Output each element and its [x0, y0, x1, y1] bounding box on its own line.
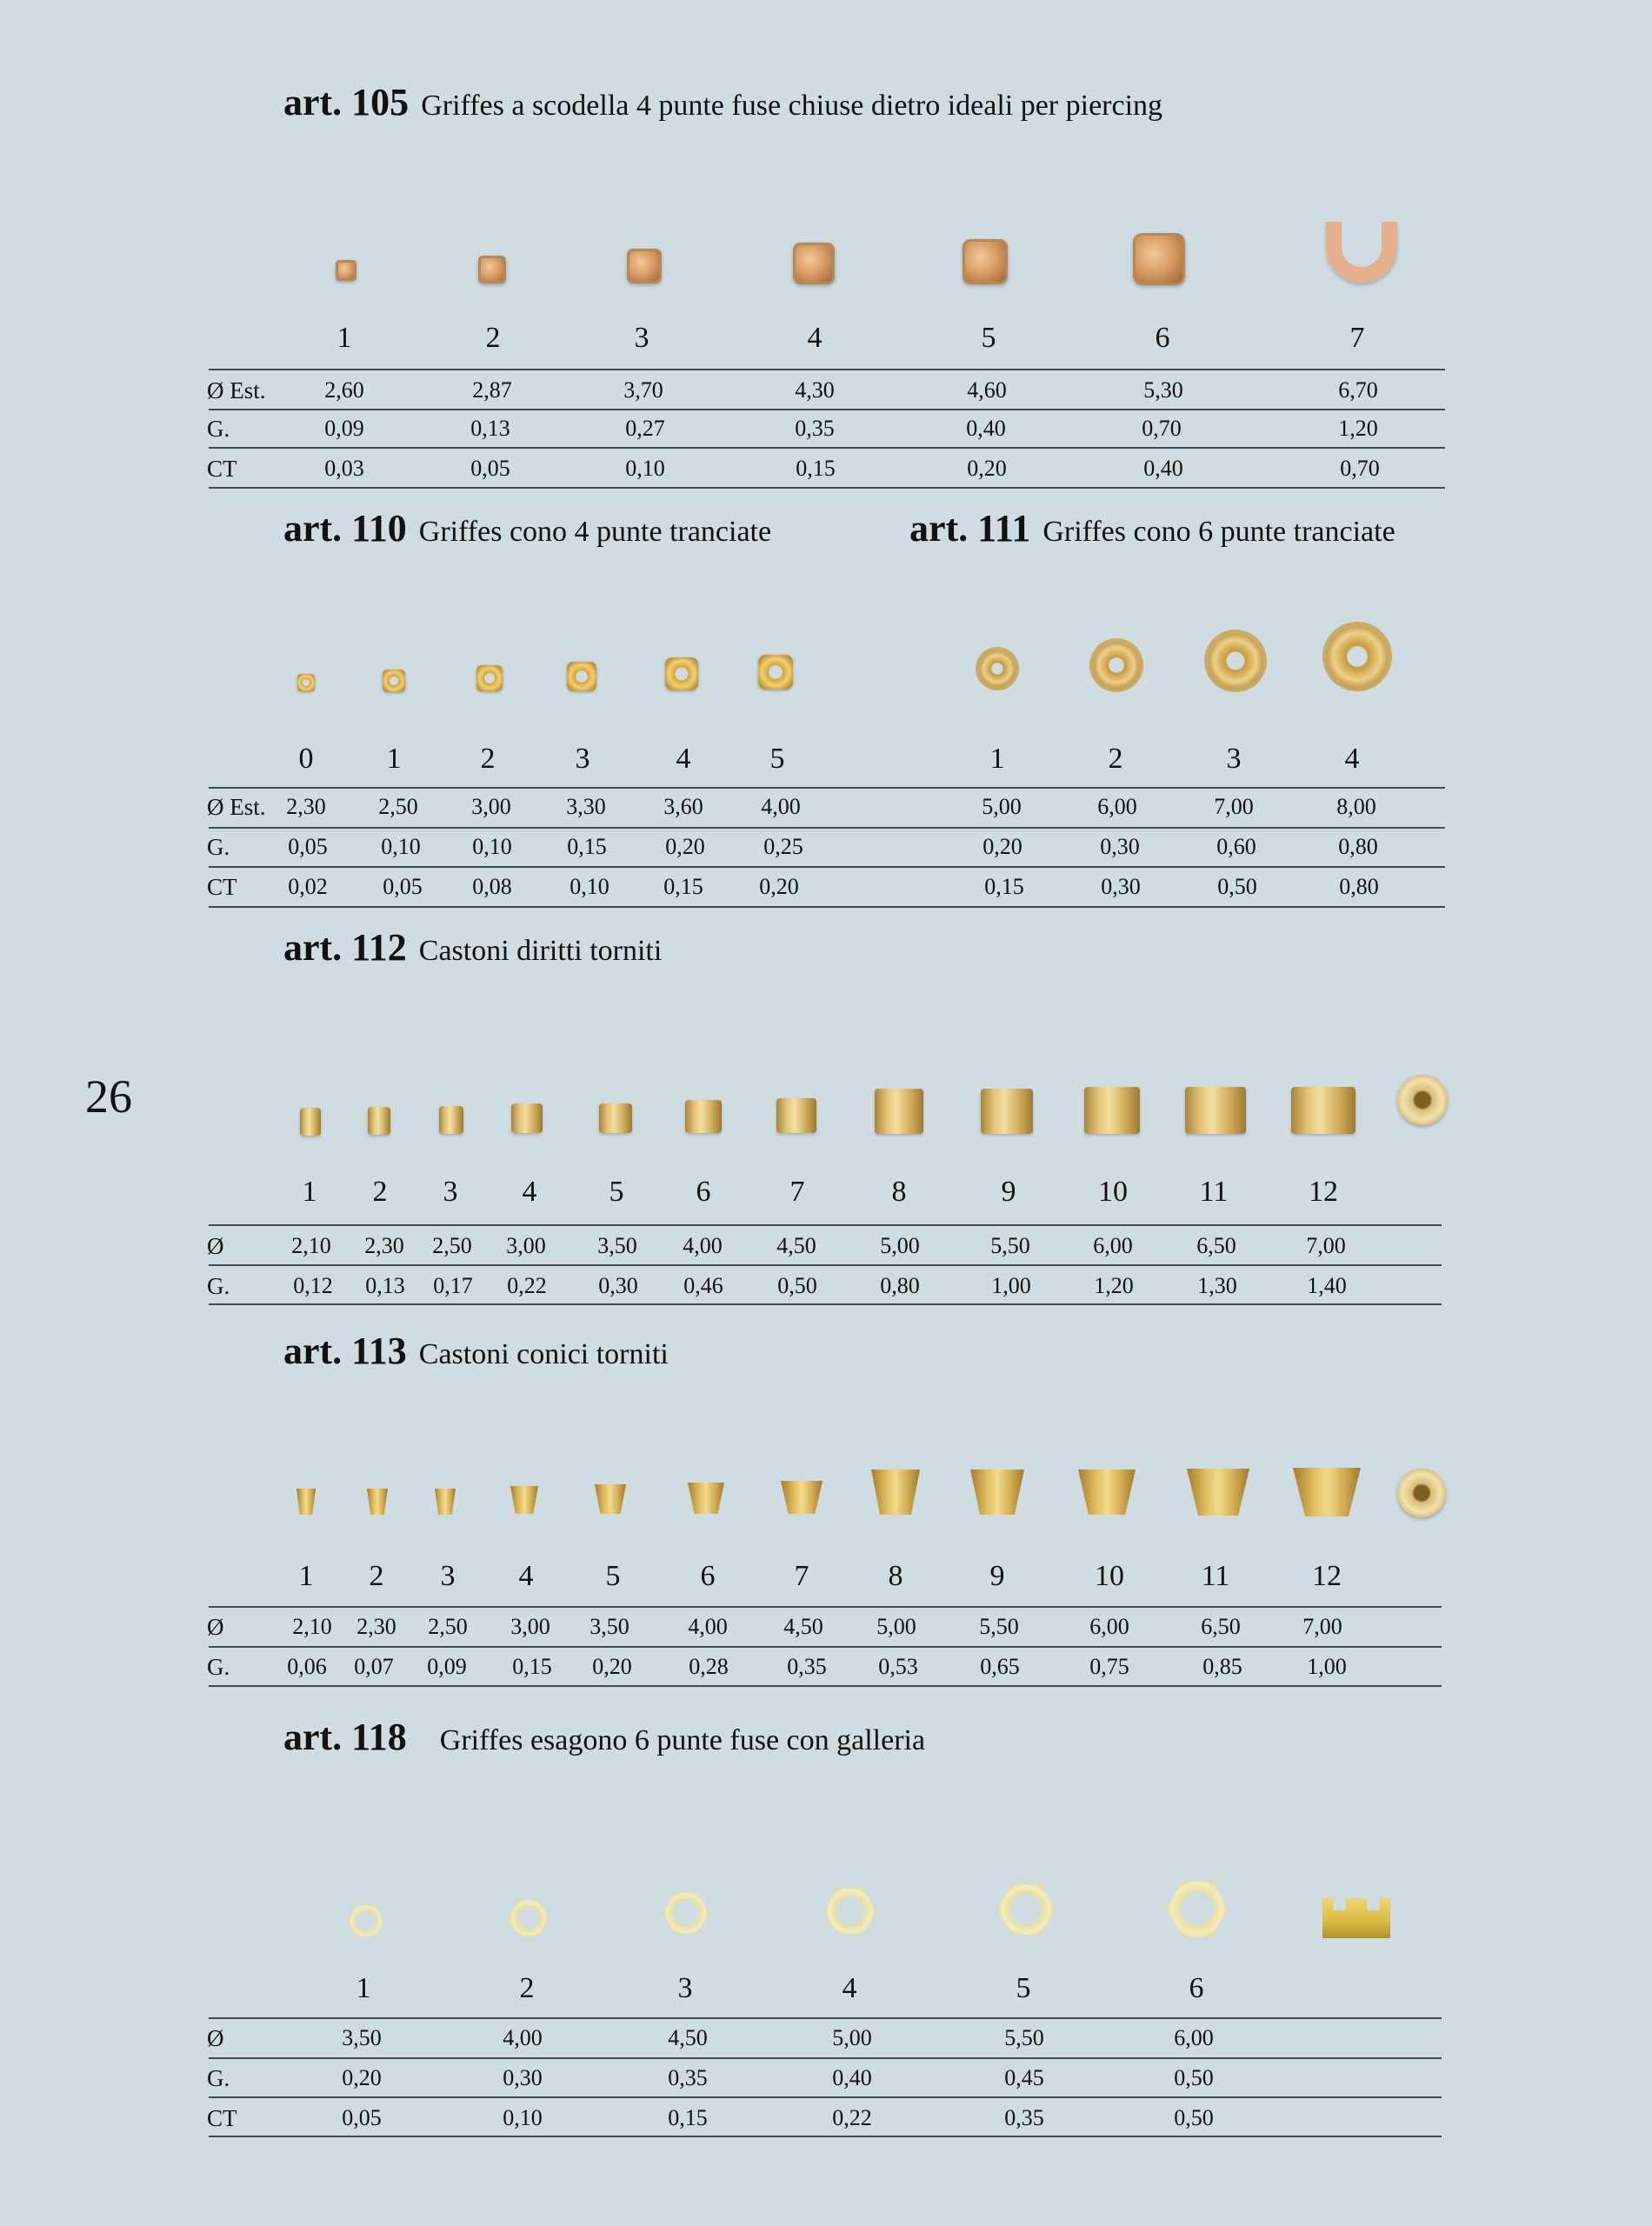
art113-size: 4: [518, 1560, 534, 1592]
art113-description: Castoni conici torniti: [418, 1338, 669, 1370]
art113-size: 8: [888, 1560, 903, 1592]
art113-heading: [283, 1329, 669, 1373]
art105-size: 5: [981, 322, 996, 354]
art112-image-3: [439, 1106, 463, 1134]
art113-size: 11: [1201, 1560, 1230, 1592]
divider: [209, 447, 1445, 449]
art105-size: 2: [485, 322, 501, 354]
art105-ct-value: 0,20: [967, 456, 1007, 481]
art110-image-0: [297, 674, 315, 691]
art112-diam-value: 6,00: [1093, 1233, 1133, 1258]
art105-size: 7: [1349, 322, 1365, 354]
art110-weight-value: 0,15: [567, 834, 607, 859]
art113-size: 9: [989, 1560, 1005, 1592]
divider: [209, 1606, 1442, 1608]
art112-image-8: [875, 1089, 923, 1134]
art113-size: 6: [700, 1560, 716, 1592]
art118-heading: [283, 1715, 925, 1759]
art111-size: 4: [1344, 743, 1360, 775]
art112-diam-value: 6,50: [1196, 1233, 1236, 1258]
art105-diam-value: 5,30: [1143, 377, 1183, 403]
art110-ct-value: 0,02: [288, 874, 328, 899]
art113-weight-value: 0,85: [1202, 1654, 1242, 1679]
divider: [209, 487, 1445, 489]
art110-ct-label: CT: [207, 874, 237, 900]
art113-weight-value: 0,20: [592, 1654, 632, 1679]
art113-diam-value: 7,00: [1302, 1614, 1342, 1639]
art112-weight-value: 0,80: [880, 1273, 920, 1298]
art110-size: 2: [480, 743, 496, 775]
art118-image-4: [824, 1887, 876, 1936]
art111-size: 3: [1226, 743, 1242, 775]
art118-image-5: [997, 1883, 1055, 1936]
art113-code: art. 113: [283, 1330, 407, 1372]
art105-ct-value: 0,15: [796, 456, 836, 481]
art105-size: 4: [807, 322, 823, 354]
page-number: 26: [85, 1070, 132, 1123]
art112-size: 2: [372, 1176, 388, 1208]
art112-size: 9: [1001, 1176, 1016, 1208]
art110-ct-value: 0,08: [472, 874, 512, 899]
art118-weight-value: 0,50: [1174, 2065, 1214, 2090]
art112-diam-value: 3,00: [506, 1233, 546, 1258]
art110-ct-value: 0,20: [759, 874, 799, 899]
art112-weight-value: 1,40: [1307, 1273, 1347, 1298]
art105-heading: [283, 80, 1162, 124]
art112-size: 7: [789, 1176, 805, 1208]
art110-diam-value: 3,60: [663, 794, 703, 819]
art105-ct-value: 0,40: [1143, 456, 1183, 481]
art113-diam-value: 2,50: [428, 1614, 468, 1639]
art105-image-7: [1326, 222, 1397, 283]
divider: [209, 1646, 1442, 1648]
art105-diam-value: 2,87: [472, 377, 512, 403]
art111-weight-value: 0,30: [1100, 834, 1140, 859]
art105-weight-label: G.: [207, 416, 230, 442]
art105-ct-value: 0,05: [470, 456, 510, 481]
art110-weight-label: G.: [207, 834, 230, 860]
art113-image-8: [871, 1470, 920, 1515]
art113-weight-value: 0,07: [354, 1654, 394, 1679]
art112-size: 4: [522, 1176, 537, 1208]
art112-size: 5: [609, 1176, 624, 1208]
art112-image-top-view: [1397, 1075, 1448, 1125]
art110-ct-value: 0,15: [663, 874, 703, 899]
art118-size: 5: [1016, 1972, 1031, 2004]
art105-ct-label: CT: [207, 456, 237, 482]
art105-size: 1: [336, 322, 352, 354]
art110-heading: [283, 506, 771, 550]
art105-image-6: [1133, 233, 1185, 285]
art111-size: 1: [989, 743, 1005, 775]
art118-diam-value: 5,00: [832, 2025, 872, 2050]
art111-diam-value: 6,00: [1097, 794, 1137, 819]
art118-weight-value: 0,45: [1004, 2065, 1044, 2090]
art113-weight-value: 1,00: [1307, 1654, 1347, 1679]
art105-size: 6: [1155, 322, 1170, 354]
art112-image-5: [599, 1103, 632, 1133]
art112-weight-value: 1,30: [1197, 1273, 1237, 1298]
art113-size: 2: [369, 1560, 384, 1592]
art118-ct-value: 0,05: [342, 2105, 382, 2130]
art113-diam-value: 2,10: [292, 1614, 332, 1639]
art118-weight-value: 0,40: [832, 2065, 872, 2090]
art113-size: 1: [298, 1560, 314, 1592]
art110-ct-value: 0,10: [570, 874, 610, 899]
art111-ct-value: 0,15: [984, 874, 1024, 899]
art113-image-2: [367, 1489, 388, 1515]
art105-image-3: [627, 249, 662, 283]
art112-image-7: [776, 1098, 816, 1133]
art111-code: art. 111: [909, 507, 1031, 550]
art112-diam-value: 5,50: [990, 1233, 1030, 1258]
art113-diam-value: 5,50: [979, 1614, 1019, 1639]
art112-weight-value: 0,17: [433, 1273, 473, 1298]
art105-diam-value: 4,60: [967, 377, 1007, 403]
art113-weight-value: 0,28: [689, 1654, 729, 1679]
art110-image-4: [665, 657, 698, 690]
art110-diam-value: 3,30: [566, 794, 606, 819]
art110-ct-value: 0,05: [383, 874, 423, 899]
art110-description: Griffes cono 4 punte tranciate: [418, 516, 772, 548]
art113-weight-value: 0,75: [1089, 1654, 1129, 1679]
art112-weight-value: 1,00: [991, 1273, 1031, 1298]
art111-image-3: [1209, 634, 1262, 688]
art113-image-7: [781, 1481, 823, 1514]
art110-diam-value: 4,00: [761, 794, 801, 819]
art110-size: 4: [676, 743, 691, 775]
art112-image-10: [1084, 1087, 1140, 1134]
art113-weight-value: 0,35: [787, 1654, 827, 1679]
art112-image-12: [1291, 1087, 1356, 1134]
art112-size: 11: [1199, 1176, 1229, 1208]
art113-weight-value: 0,65: [980, 1654, 1020, 1679]
art105-ct-value: 0,70: [1340, 456, 1380, 481]
art111-heading: [909, 506, 1396, 550]
art113-image-1: [296, 1489, 316, 1515]
art112-weight-value: 0,50: [777, 1273, 817, 1298]
art110-image-3: [567, 662, 596, 691]
art112-diam-value: 4,00: [683, 1233, 723, 1258]
art113-diam-value: 3,50: [590, 1614, 629, 1639]
art111-size: 2: [1108, 743, 1123, 775]
art105-ct-value: 0,03: [324, 456, 364, 481]
art112-description: Castoni diritti torniti: [418, 935, 663, 967]
art111-diam-value: 5,00: [982, 794, 1022, 819]
art118-ct-value: 0,50: [1174, 2105, 1214, 2130]
art118-ct-label: CT: [207, 2105, 237, 2131]
art112-size: 1: [302, 1176, 317, 1208]
art105-weight-value: 0,35: [795, 416, 835, 441]
art113-size: 10: [1095, 1560, 1124, 1592]
art112-diam-label: Ø: [207, 1233, 224, 1259]
art105-diam-value: 4,30: [795, 377, 835, 403]
art111-image-2: [1094, 643, 1139, 688]
art112-weight-value: 0,13: [365, 1273, 405, 1298]
art111-ct-value: 0,80: [1339, 874, 1379, 899]
art112-diam-value: 2,30: [364, 1233, 404, 1258]
art112-size: 8: [891, 1176, 907, 1208]
art110-weight-value: 0,10: [381, 834, 421, 859]
art105-weight-value: 0,70: [1142, 416, 1182, 441]
divider: [209, 1264, 1442, 1266]
art112-code: art. 112: [283, 926, 407, 969]
art118-size: 1: [356, 1972, 371, 2004]
art113-image-4: [510, 1486, 538, 1514]
art118-size: 6: [1189, 1972, 1204, 2004]
art118-weight-label: G.: [207, 2065, 230, 2091]
divider: [209, 2096, 1442, 2098]
divider: [209, 2136, 1442, 2137]
art113-image-top-view: [1397, 1469, 1446, 1517]
art112-size: 6: [696, 1176, 711, 1208]
art105-weight-value: 0,27: [625, 416, 665, 441]
art111-diam-value: 8,00: [1336, 794, 1376, 819]
divider: [209, 1224, 1442, 1226]
art110-image-2: [476, 665, 503, 691]
art112-size: 10: [1098, 1176, 1128, 1208]
art105-image-2: [478, 256, 506, 283]
art112-diam-value: 2,10: [291, 1233, 331, 1258]
art113-image-10: [1078, 1470, 1136, 1515]
art112-heading: [283, 925, 662, 970]
art118-diam-value: 4,50: [668, 2025, 708, 2050]
art118-weight-value: 0,35: [668, 2065, 708, 2090]
art105-size: 3: [634, 322, 649, 354]
art112-size: 3: [443, 1176, 458, 1208]
art111-description: Griffes cono 6 punte tranciate: [1042, 516, 1396, 548]
art118-ct-value: 0,35: [1004, 2105, 1044, 2130]
art118-image-3: [663, 1891, 709, 1935]
divider: [209, 369, 1445, 370]
art118-image-2: [509, 1899, 549, 1937]
art110-size: 0: [298, 743, 314, 775]
art105-image-4: [793, 243, 835, 284]
art112-weight-label: G.: [207, 1273, 230, 1299]
art118-image-side-view: [1322, 1898, 1390, 1938]
divider: [209, 409, 1445, 410]
divider: [209, 2017, 1442, 2019]
art105-weight-value: 0,13: [470, 416, 510, 441]
art111-weight-value: 0,80: [1338, 834, 1378, 859]
art112-weight-value: 0,46: [683, 1273, 723, 1298]
art110-weight-value: 0,25: [763, 834, 803, 859]
art105-image-1: [336, 260, 356, 281]
divider: [209, 1303, 1442, 1305]
art113-image-11: [1187, 1469, 1249, 1516]
art112-weight-value: 0,22: [507, 1273, 547, 1298]
art105-code: art. 105: [283, 81, 410, 123]
art118-description: Griffes esagono 6 punte fuse con galleria: [439, 1724, 926, 1756]
art113-image-5: [595, 1484, 626, 1514]
art113-image-12: [1293, 1468, 1361, 1516]
art111-ct-value: 0,50: [1217, 874, 1257, 899]
art112-diam-value: 5,00: [880, 1233, 920, 1258]
art110-size: 3: [575, 743, 590, 775]
art112-image-2: [368, 1107, 390, 1135]
art105-diam-value: 3,70: [623, 377, 663, 403]
art113-diam-value: 2,30: [356, 1614, 396, 1639]
art113-diam-value: 6,00: [1089, 1614, 1129, 1639]
art110-diam-value: 2,50: [378, 794, 418, 819]
art112-weight-value: 0,12: [293, 1273, 333, 1298]
art105-image-5: [963, 239, 1008, 284]
art118-weight-value: 0,30: [503, 2065, 543, 2090]
art110-diam-value: 2,30: [286, 794, 326, 819]
art113-weight-value: 0,53: [878, 1654, 918, 1679]
art111-weight-value: 0,60: [1216, 834, 1256, 859]
art118-ct-value: 0,10: [503, 2105, 543, 2130]
art113-size: 5: [605, 1560, 621, 1592]
art113-diam-value: 3,00: [510, 1614, 550, 1639]
art113-diam-value: 5,00: [876, 1614, 916, 1639]
art113-size: 3: [440, 1560, 456, 1592]
art112-size: 12: [1309, 1176, 1338, 1208]
art110-size: 1: [386, 743, 402, 775]
art111-diam-value: 7,00: [1214, 794, 1254, 819]
art113-weight-value: 0,06: [287, 1654, 327, 1679]
art113-weight-value: 0,15: [512, 1654, 552, 1679]
art118-size: 3: [677, 1972, 693, 2004]
art105-ct-value: 0,10: [625, 456, 665, 481]
art110-diam-label: Ø Est.: [207, 794, 266, 820]
art118-image-6: [1167, 1879, 1228, 1938]
art112-image-1: [300, 1108, 321, 1136]
art110-weight-value: 0,05: [288, 834, 328, 859]
art113-image-9: [970, 1470, 1024, 1515]
art112-image-6: [685, 1100, 722, 1133]
art111-ct-value: 0,30: [1101, 874, 1141, 899]
art113-diam-value: 4,50: [783, 1614, 823, 1639]
art113-diam-value: 6,50: [1201, 1614, 1241, 1639]
art113-weight-label: G.: [207, 1654, 230, 1680]
art112-image-11: [1185, 1087, 1246, 1134]
art111-image-4: [1327, 626, 1388, 687]
art105-diam-label: Ø Est.: [207, 377, 266, 403]
art118-ct-value: 0,22: [832, 2105, 872, 2130]
art105-description: Griffes a scodella 4 punte fuse chiuse dietro ideali per piercing: [421, 90, 1163, 122]
art110-size: 5: [769, 743, 785, 775]
art118-size: 4: [842, 1972, 857, 2004]
art113-image-3: [435, 1489, 456, 1515]
divider: [209, 906, 1445, 908]
art118-diam-value: 6,00: [1174, 2025, 1214, 2050]
art110-weight-value: 0,10: [472, 834, 512, 859]
art113-diam-value: 4,00: [688, 1614, 728, 1639]
art112-image-4: [511, 1103, 543, 1133]
art113-size: 12: [1312, 1560, 1342, 1592]
art113-diam-label: Ø: [207, 1614, 224, 1640]
art105-diam-value: 6,70: [1338, 377, 1378, 403]
art113-size: 7: [794, 1560, 809, 1592]
art118-diam-value: 3,50: [342, 2025, 382, 2050]
art113-weight-value: 0,09: [427, 1654, 467, 1679]
divider: [209, 787, 1445, 789]
art112-diam-value: 4,50: [776, 1233, 816, 1258]
divider: [209, 827, 1445, 829]
art110-weight-value: 0,20: [665, 834, 705, 859]
art110-image-1: [383, 670, 405, 692]
art112-diam-value: 7,00: [1306, 1233, 1346, 1258]
art118-diam-label: Ø: [207, 2025, 224, 2051]
art105-weight-value: 0,09: [324, 416, 364, 441]
art118-code: art. 118: [283, 1716, 407, 1758]
art118-image-1: [348, 1904, 384, 1937]
art105-diam-value: 2,60: [324, 377, 364, 403]
art112-weight-value: 0,30: [598, 1273, 638, 1298]
divider: [209, 866, 1445, 868]
art118-size: 2: [519, 1972, 535, 2004]
art105-weight-value: 0,40: [966, 416, 1006, 441]
art110-code: art. 110: [283, 507, 407, 550]
art111-weight-value: 0,20: [983, 834, 1023, 859]
art111-image-1: [980, 651, 1015, 686]
art110-diam-value: 3,00: [471, 794, 511, 819]
art118-diam-value: 5,50: [1004, 2025, 1044, 2050]
art113-image-6: [688, 1483, 724, 1514]
art112-diam-value: 3,50: [597, 1233, 637, 1258]
art118-ct-value: 0,15: [668, 2105, 708, 2130]
divider: [209, 2057, 1442, 2059]
divider: [209, 1685, 1442, 1687]
art112-weight-value: 1,20: [1094, 1273, 1134, 1298]
art118-diam-value: 4,00: [503, 2025, 543, 2050]
art112-image-9: [981, 1089, 1033, 1134]
art110-image-5: [758, 655, 793, 690]
art112-diam-value: 2,50: [432, 1233, 472, 1258]
art118-weight-value: 0,20: [342, 2065, 382, 2090]
art105-weight-value: 1,20: [1338, 416, 1378, 441]
